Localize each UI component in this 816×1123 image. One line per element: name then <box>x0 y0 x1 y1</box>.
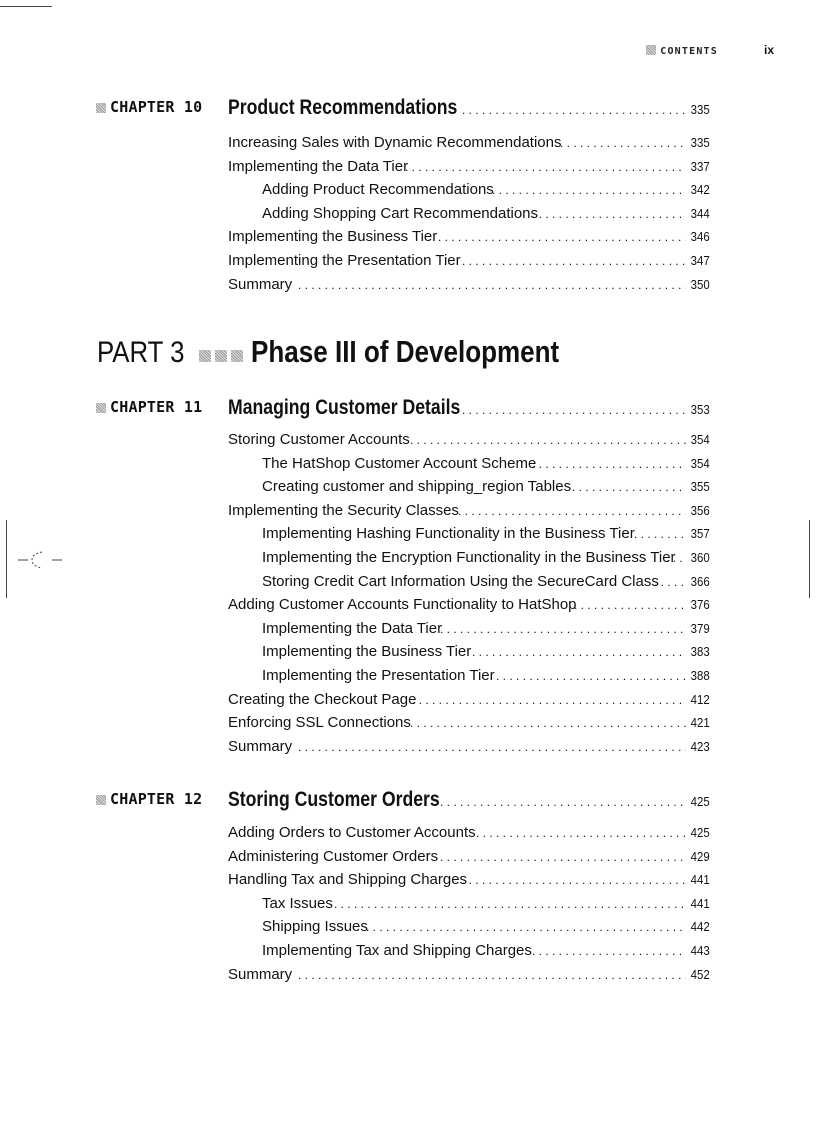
toc-entry-page: 388 <box>690 667 710 683</box>
toc-subentry[interactable] <box>228 549 710 573</box>
crop-rule-top <box>0 6 52 7</box>
toc-entry-text: Tax Issues <box>262 894 333 912</box>
toc-entry-page: 342 <box>690 182 710 198</box>
toc-subentry[interactable] <box>228 918 710 942</box>
chapter-label-text: CHAPTER 12 <box>110 790 203 808</box>
dot-leader <box>462 254 686 268</box>
toc-subentry[interactable] <box>228 478 710 502</box>
toc-entry-text: Summary <box>228 965 293 983</box>
running-head <box>646 43 774 57</box>
dot-leader <box>334 897 686 911</box>
toc-entry-page: 441 <box>690 872 710 888</box>
dot-leader <box>298 278 686 292</box>
marker-icon <box>231 350 243 362</box>
toc-entry-page: 354 <box>690 455 710 471</box>
running-head-section-text: CONTENTS <box>660 46 718 57</box>
toc-entry-page: 337 <box>690 158 710 174</box>
toc-entry-page: 443 <box>690 942 710 958</box>
dot-leader <box>492 183 686 197</box>
toc-entry-page: 355 <box>690 479 710 495</box>
toc-entry-page: 379 <box>690 620 710 636</box>
toc-entry-page: 441 <box>690 895 710 911</box>
chapter-title: Managing Customer Details <box>228 396 461 419</box>
toc-entry[interactable] <box>228 158 710 182</box>
toc-entry-text: Storing Credit Cart Information Using the SecureCard Class <box>262 572 659 590</box>
toc-subentry[interactable] <box>228 643 710 667</box>
dot-leader <box>560 136 686 150</box>
part-title: Phase III of Development <box>251 334 560 369</box>
chapter-label <box>96 398 202 416</box>
toc-subentry[interactable] <box>228 205 710 229</box>
marker-icon <box>646 45 656 55</box>
toc-entry-page: 452 <box>690 966 710 982</box>
dot-leader <box>572 480 686 494</box>
toc-entry-text: Adding Orders to Customer Accounts <box>228 824 476 841</box>
toc-entry-text: Administering Customer Orders <box>228 847 439 865</box>
crop-rule-right <box>809 520 810 598</box>
chapter-label <box>96 98 202 116</box>
toc-entry-page: 346 <box>690 229 710 245</box>
dot-leader <box>532 457 686 471</box>
chapter-page-number: 335 <box>690 102 710 117</box>
chapter-page-number: 353 <box>690 402 710 417</box>
dot-leader <box>458 504 686 518</box>
toc-entry-text: Implementing the Data Tier <box>228 157 409 175</box>
toc-entry-page: 360 <box>690 549 710 565</box>
dot-leader <box>476 826 686 840</box>
dot-leader <box>298 968 686 982</box>
toc-entry-text: Adding Shopping Cart Recommendations <box>262 204 538 222</box>
toc-entry[interactable] <box>228 228 710 252</box>
chapter-12-entries <box>228 824 710 989</box>
toc-entry-page: 376 <box>690 597 710 613</box>
toc-entry[interactable] <box>228 691 710 715</box>
toc-entry-page: 423 <box>690 738 710 754</box>
toc-subentry[interactable] <box>228 620 710 644</box>
toc-entry-text: Implementing the Data Tier <box>262 619 443 637</box>
dot-leader <box>666 551 686 565</box>
toc-entry-page: 347 <box>690 252 710 268</box>
dot-leader <box>532 207 686 221</box>
chapter-page-number: 425 <box>690 794 710 809</box>
toc-entry-text: The HatShop Customer Account Scheme <box>262 454 537 472</box>
toc-entry-page: 383 <box>690 644 710 660</box>
part-heading <box>97 334 618 370</box>
toc-entry-page: 354 <box>690 432 710 447</box>
toc-entry[interactable] <box>228 966 710 990</box>
dot-leader <box>496 669 686 683</box>
toc-subentry[interactable] <box>228 942 710 966</box>
toc-entry-text: Storing Customer Accounts <box>228 431 410 448</box>
toc-entry-page: 442 <box>690 919 710 935</box>
toc-entry-text: Implementing the Presentation Tier <box>262 666 495 684</box>
dot-leader <box>298 740 686 754</box>
dot-leader <box>438 230 686 244</box>
dot-leader <box>366 920 686 934</box>
dot-leader <box>405 160 686 174</box>
chapter-title: Product Recommendations <box>228 96 458 119</box>
toc-entry-text: Summary <box>228 737 293 755</box>
toc-entry-text: Implementing the Business Tier <box>228 228 438 246</box>
chapter-11-entries <box>228 431 710 761</box>
toc-entry-text: Adding Customer Accounts Functionality to HatShop <box>228 596 577 614</box>
toc-entry-page: 425 <box>690 825 710 840</box>
dot-leader <box>440 622 686 636</box>
marker-icon <box>215 350 227 362</box>
toc-entry-page: 344 <box>690 205 710 221</box>
dot-leader <box>462 103 686 117</box>
toc-entry-page: 335 <box>690 135 710 150</box>
toc-subentry[interactable] <box>228 667 710 691</box>
dot-leader <box>440 795 686 809</box>
toc-entry[interactable] <box>228 252 710 276</box>
chapter-10-entries <box>228 134 710 299</box>
marker-icon <box>96 403 106 413</box>
toc-entry[interactable] <box>228 871 710 895</box>
toc-entry-text: Adding Product Recommendations <box>262 181 494 199</box>
toc-subentry[interactable] <box>228 455 710 479</box>
dot-leader <box>574 598 686 612</box>
chapter-heading-row[interactable] <box>228 96 710 124</box>
toc-subentry[interactable] <box>228 181 710 205</box>
marker-icon <box>96 103 106 113</box>
dot-leader <box>410 433 686 447</box>
chapter-heading-row[interactable] <box>228 396 710 424</box>
dot-leader <box>634 527 686 541</box>
marker-icon <box>96 795 106 805</box>
dot-leader <box>412 693 686 707</box>
chapter-heading-row[interactable] <box>228 788 710 816</box>
running-head-section <box>646 45 718 57</box>
toc-entry-text: Implementing Tax and Shipping Charges <box>262 941 532 959</box>
toc-entry[interactable] <box>228 431 710 455</box>
toc-entry-page: 412 <box>690 691 710 707</box>
toc-entry[interactable] <box>228 276 710 300</box>
toc-subentry[interactable] <box>228 525 710 549</box>
chapter-label-text: CHAPTER 10 <box>110 98 203 116</box>
toc-entry-page: 429 <box>690 848 710 864</box>
toc-entry-text: Implementing the Presentation Tier <box>228 251 461 269</box>
dot-leader <box>462 873 686 887</box>
marker-icon <box>199 350 211 362</box>
toc-entry[interactable] <box>228 738 710 762</box>
toc-subentry[interactable] <box>228 573 710 597</box>
toc-entry[interactable] <box>228 714 710 738</box>
toc-entry[interactable] <box>228 134 710 158</box>
toc-entry-text: Summary <box>228 275 293 293</box>
toc-entry-page: 357 <box>690 526 710 542</box>
toc-entry-text: Increasing Sales with Dynamic Recommendations <box>228 134 562 151</box>
toc-entry-page: 350 <box>690 276 710 292</box>
toc-entry-text: Creating the Checkout Page <box>228 690 417 708</box>
toc-subentry[interactable] <box>228 895 710 919</box>
chapter-label <box>96 790 202 808</box>
toc-entry-text: Enforcing SSL Connections <box>228 714 411 732</box>
toc-entry-text: Implementing the Security Classes <box>228 501 459 519</box>
dot-leader <box>462 403 686 417</box>
toc-entry-page: 356 <box>690 502 710 518</box>
dot-leader <box>472 645 686 659</box>
part-label: PART 3 <box>97 336 185 369</box>
toc-entry-text: Implementing Hashing Functionality in the Business Tier <box>262 525 635 543</box>
toc-entry[interactable] <box>228 824 710 848</box>
dot-leader <box>654 575 686 589</box>
toc-entry[interactable] <box>228 848 710 872</box>
toc-entry-text: Creating customer and shipping_region Tables <box>262 478 572 496</box>
toc-entry-page: 366 <box>690 573 710 589</box>
toc-entry[interactable] <box>228 596 710 620</box>
chapter-title: Storing Customer Orders <box>228 788 440 811</box>
dot-leader <box>532 944 686 958</box>
toc-entry-text: Handling Tax and Shipping Charges <box>228 871 468 889</box>
toc-entry-text: Shipping Issues <box>262 918 368 936</box>
dot-leader <box>440 850 686 864</box>
dot-leader <box>410 716 686 730</box>
registration-mark-icon <box>18 548 62 572</box>
running-head-page-number: ix <box>763 43 774 57</box>
toc-entry-text: Implementing the Encryption Functionality in the Business Tier <box>262 548 676 566</box>
crop-rule-left <box>6 520 7 598</box>
toc-entry[interactable] <box>228 502 710 526</box>
toc-entry-page: 421 <box>690 715 710 731</box>
toc-entry-text: Implementing the Business Tier <box>262 643 472 661</box>
chapter-label-text: CHAPTER 11 <box>110 398 203 416</box>
part-markers <box>199 350 243 362</box>
